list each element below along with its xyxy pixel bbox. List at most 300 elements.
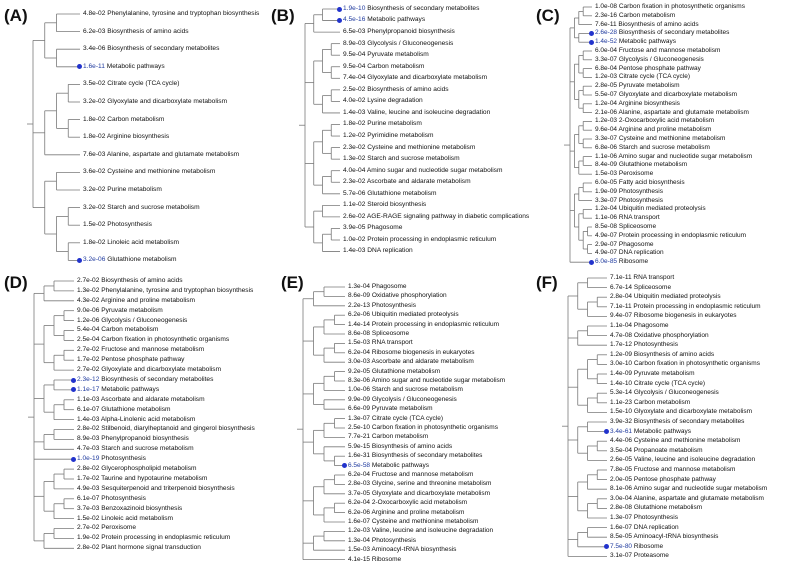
leaf-label [595,161,687,168]
leaf-label [610,351,714,358]
pathway-term: Ascorbate and aldarate metabolism [366,178,471,186]
pathway-term: Peroxisome [101,524,137,532]
p-value: 4.4e-06 [610,437,633,445]
pathway-term: Ubiquitin mediated proteolysis [371,311,459,319]
pathway-term: Ribosome [633,542,664,550]
p-value: 6.0e-05 [595,178,618,186]
leaf-label [83,133,169,140]
leaf-label [343,16,425,23]
p-value: 2.6e-05 [610,456,633,464]
leaf-label [610,504,702,511]
leaf-label [610,380,705,387]
leaf-label [595,241,654,248]
p-value: 3.7e-03 [77,504,100,512]
leaf-label [77,346,204,353]
pathway-term: Citrate cycle (TCA cycle) [107,80,180,88]
p-value: 6.1e-07 [77,405,100,413]
panel-label: (F) [536,273,558,292]
leaf-label [610,437,740,444]
leaf-label [610,399,690,406]
leaf-label [77,455,146,462]
p-value: 3.0e-03 [348,358,371,366]
pathway-term: Glyoxylate and dicarboxylate metabolism [367,74,488,82]
leaf-label [348,537,416,544]
panel-f [530,270,790,558]
leaf-label [343,178,471,185]
leaf-label [610,360,760,367]
pathway-term: Arginine biosynthesis [106,133,170,141]
leaf-label [348,321,499,328]
highlight-dot [77,258,82,263]
p-value: 2.8e-08 [610,504,633,512]
leaf-label [348,377,505,384]
leaf-label [348,443,452,450]
pathway-term: Glyoxylate and dicarboxylate metabolism [107,97,228,105]
leaf-label [77,307,163,314]
highlight-dot [589,260,594,265]
pathway-term: Phagosome [367,224,403,232]
pathway-term: Cysteine and methionine metabolism [107,168,216,176]
leaf-label [595,258,648,265]
pathway-term: Fructose and mannose metabolism [633,465,736,473]
p-value: 7.6e-03 [83,150,106,158]
leaf-label [77,445,194,452]
p-value: 6.2e-04 [348,470,371,478]
p-value: 8.9e-03 [343,39,366,47]
p-value: 1.2e-09 [610,350,633,358]
leaf-label [610,389,719,396]
p-value: 2.1e-06 [595,108,618,116]
pathway-term: 2-Oxocarboxylic acid metabolism [618,117,715,125]
panel-e [265,270,530,563]
p-value: 2.8e-02 [77,425,100,433]
leaf-label [77,495,146,502]
leaf-label [595,144,710,151]
leaf-label [595,205,706,212]
p-value: 6.2e-06 [348,508,371,516]
leaf-label [348,509,464,516]
leaf-label [348,527,493,534]
pathway-term: Glyoxylate and dicarboxylate metabolism [101,366,222,373]
leaf-label [77,376,213,383]
pathway-term: Fatty acid biosynthesis [618,178,685,186]
pathway-term: Ribosome [371,555,402,563]
pathway-term: Protein processing in endoplasmic reticulum [618,231,747,239]
p-value: 1.1e-06 [595,152,618,160]
p-value: 2.7e-02 [77,524,100,532]
p-value: 1.8e-02 [83,115,106,123]
leaf-label [610,552,669,559]
leaf-label [348,339,413,346]
p-value: 1.2e-04 [595,205,618,213]
p-value: 6.8e-06 [595,143,618,151]
pathway-term: Alanine, aspartate and glutamate metabolism [618,108,749,116]
highlight-dot [71,457,76,462]
leaf-label [595,188,663,195]
leaf-label [595,47,720,54]
leaf-label [77,406,171,413]
p-value: 1.1e-23 [610,398,633,406]
p-value: 3.5e-04 [610,446,633,454]
p-value: 1.7e-02 [77,356,100,364]
p-value: 2.6e-02 [343,212,366,220]
pathway-term: Amino sugar and nucleotide sugar metabolism [618,152,753,160]
pathway-term: 2-Oxocarboxylic acid metabolism [371,499,468,507]
p-value: 3.1e-07 [610,552,633,560]
leaf-label [348,556,401,563]
leaf-label [348,368,440,375]
p-value: 1.3e-07 [348,414,371,422]
panel-d [0,270,265,558]
pathway-term: Photosynthesis [633,341,678,349]
p-value: 1.5e-02 [77,514,100,522]
p-value: 1.8e-02 [343,120,366,128]
p-value: 1.2e-02 [343,131,366,139]
pathway-term: Metabolic pathways [101,385,160,393]
leaf-label [343,167,502,174]
leaf-label [610,418,744,425]
pathway-term: Cysteine and methionine metabolism [367,143,476,151]
leaf-label [595,126,711,133]
pathway-term: Protein processing in endoplasmic reticulum [101,534,231,542]
pathway-term: Cysteine and methionine metabolism [371,517,479,525]
p-value: 4.7e-08 [610,331,633,339]
leaf-label [77,336,229,343]
pathway-term: Alanine, aspartate and glutamate metabolism [633,494,764,502]
leaf-label [348,386,463,393]
p-value: 1.2e-03 [595,117,618,125]
leaf-label [77,317,187,324]
leaf-label [348,405,433,412]
leaf-label [348,396,457,403]
p-value: 3.6e-02 [83,168,106,176]
pathway-term: Pyruvate metabolism [101,306,163,314]
leaf-label [343,132,434,139]
leaf-label [595,135,725,142]
pathway-term: Biosynthesis of secondary metabolites [101,375,214,383]
pathway-term: Pyruvate metabolism [633,369,695,377]
pathway-term: Spliceosome [618,222,657,230]
leaf-label [77,524,136,531]
p-value: 3.0e-04 [610,494,633,502]
leaf-label [610,322,669,329]
pathway-term: Cysteine and methionine metabolism [618,134,726,142]
p-value: 1.5e-10 [610,408,633,416]
leaf-label [595,117,714,124]
highlight-dot [337,7,342,12]
p-value: 6.5e-03 [343,28,366,35]
p-value: 3.3e-07 [595,196,618,204]
leaf-label [610,456,755,463]
p-value: 2.5e-04 [77,336,100,344]
pathway-term: Amino sugar and nucleotide sugar metabolism [371,376,506,384]
pathway-term: Phenylpropanoid biosynthesis [101,435,189,443]
pathway-term: DNA replication [618,249,664,257]
p-value: 2.2e-13 [348,301,371,309]
leaf-label [595,38,676,45]
pathway-term: Photosynthesis [101,494,146,502]
p-value: 2.3e-12 [77,375,100,383]
pathway-term: Citrate cycle (TCA cycle) [633,379,706,387]
leaf-label [595,91,737,98]
p-value: 6.0e-85 [595,258,618,266]
p-value: 2.0e-05 [610,475,633,483]
pathway-term: Propanoate metabolism [633,446,703,454]
pathway-term: Valine, leucine and isoleucine degradation [371,527,494,535]
pathway-term: Metabolic pathways [367,16,426,24]
pathway-term: Metabolic pathways [633,427,691,435]
p-value: 7.8e-05 [610,465,633,473]
leaf-label [610,332,709,339]
leaf-label [610,341,678,348]
p-value: 3.3e-07 [595,134,618,142]
pathway-term: Ubiquitin mediated proteolysis [618,205,706,213]
leaf-label [343,51,429,58]
leaf-label [83,28,189,35]
pathway-term: Aminoacyl-tRNA biosynthesis [633,533,719,541]
leaf-label [610,274,674,281]
p-value: 6.8e-04 [595,64,618,72]
p-value: 8.1e-06 [610,485,633,493]
pathway-term: Phenylalanine, tyrosine and tryptophan biosynthesis [107,9,260,17]
leaf-label [77,396,205,403]
highlight-dot [589,31,594,36]
pathway-term: Pyrimidine metabolism [367,131,434,139]
leaf-label [83,116,164,123]
p-value: 2.8e-03 [348,480,371,488]
pathway-term: Protein processing in endoplasmic reticulum [633,302,761,310]
pathway-term: DNA replication [633,523,679,531]
leaf-label [610,485,767,492]
leaf-label [83,239,179,246]
leaf-label [595,223,656,230]
p-value: 8.4e-09 [595,161,618,169]
leaf-label [595,214,660,221]
leaf-label [610,466,735,473]
p-value: 7.1e-11 [610,273,632,281]
p-value: 3.2e-02 [83,185,106,193]
leaf-label [610,428,691,435]
p-value: 1.9e-10 [343,4,366,12]
leaf-label [343,63,424,70]
p-value: 1.6e-07 [610,523,633,531]
p-value: 4.9e-03 [77,484,100,492]
leaf-label [83,63,165,70]
pathway-term: Fructose and mannose metabolism [101,346,205,354]
pathway-term: Spliceosome [371,329,410,337]
leaf-label [343,247,413,254]
leaf-label [343,97,423,104]
pathway-term: Carbon metabolism [371,433,429,441]
pathway-term: Peroxisome [618,170,654,178]
pathway-term: Ascorbate and aldarate metabolism [100,395,205,403]
leaf-label [77,534,230,541]
p-value: 1.4e-03 [77,415,100,423]
p-value: 1.4e-14 [348,320,371,328]
p-value: 6.6e-09 [348,405,371,413]
pathway-term: Carbon metabolism [367,62,425,70]
p-value: 1.3e-04 [348,282,371,290]
pathway-term: Photosynthesis [371,536,416,544]
p-value: 1.3e-04 [348,536,371,544]
leaf-label [595,153,752,160]
p-value: 2.6e-28 [595,29,618,37]
leaf-label [610,543,663,550]
p-value: 1.4e-09 [610,369,633,377]
pathway-term: Glyoxylate and dicarboxylate metabolism [618,90,737,98]
pathway-term: Linoleic acid metabolism [101,514,174,522]
p-value: 1.4e-10 [610,379,633,387]
p-value: 3.9e-05 [343,224,366,232]
pathway-term: Protein processing in endoplasmic reticulum [367,235,497,243]
leaf-label [610,370,695,377]
pathway-term: Ribosome biogenesis in eukaryotes [633,312,737,320]
p-value: 2.8e-02 [77,465,100,472]
leaf-label [595,21,699,28]
leaf-label [77,277,183,284]
leaf-label [595,65,701,72]
leaf-label [77,356,184,363]
pathway-term: RNA transport [618,214,660,222]
leaf-label [595,73,690,80]
panel-label: (C) [536,6,560,25]
pathway-term: Oxidative phosphorylation [633,331,709,339]
leaf-label [77,386,159,393]
pathway-term: AGE-RAGE signaling pathway in diabetic complications [366,212,530,220]
leaf-label [348,433,428,440]
pathway-term: RNA transport [633,273,675,281]
p-value: 2.7e-02 [77,366,100,373]
pathway-term: Aminoacyl-tRNA biosynthesis [371,546,457,554]
p-value: 1.4e-03 [343,108,366,116]
highlight-dot [589,40,594,45]
pathway-term: Alanine, aspartate and glutamate metabolism [106,150,240,158]
pathway-term: Starch and sucrose metabolism [101,445,194,453]
p-value: 1.1e-06 [595,214,618,222]
p-value: 1.3e-07 [610,513,633,521]
p-value: 3.2e-02 [83,203,106,211]
leaf-label [77,485,235,492]
p-value: 6.2e-04 [348,499,371,507]
leaf-label [343,109,490,116]
p-value: 6.1e-07 [77,494,100,502]
pathway-term: Citrate cycle (TCA cycle) [371,414,444,422]
pathway-term: Biosynthesis of secondary metabolites [367,4,480,12]
leaf-label [348,452,482,459]
leaf-label [348,415,443,422]
leaf-label [595,109,749,116]
leaf-label [343,86,449,93]
pathway-term: Glutathione metabolism [367,189,437,197]
p-value: 3.5e-02 [83,80,106,88]
p-value: 2.5e-10 [348,423,371,431]
panel-a [0,0,265,270]
pathway-term: Starch and sucrose metabolism [371,386,463,394]
pathway-term: Carbon metabolism [618,11,676,19]
panel-label: (E) [281,273,304,292]
panel-label: (B) [271,6,295,25]
leaf-label [348,518,478,525]
pathway-term: Arginine and proline metabolism [371,508,465,516]
leaf-label [610,476,716,483]
pathway-term: Linoleic acid metabolism [107,238,180,246]
pathway-term: Photosynthesis [633,513,678,521]
pathway-term: Arginine and proline metabolism [618,126,712,134]
leaf-label [83,168,215,175]
p-value: 3.0e-10 [610,360,633,368]
p-value: 1.6e-11 [83,62,105,70]
p-value: 6.5e-58 [348,461,371,469]
pathway-term: Starch and sucrose metabolism [618,143,710,151]
pathway-term: Pentose phosphate pathway [101,356,185,364]
leaf-label [77,544,201,551]
leaf-label [83,45,219,52]
p-value: 9.9e-09 [348,395,371,403]
pathway-term: Citrate cycle (TCA cycle) [618,73,691,81]
pathway-term: Alpha-Linolenic acid metabolism [100,415,196,423]
pathway-term: Phenylalanine, tyrosine and tryptophan biosynthesis [101,286,254,294]
leaf-label [348,471,473,478]
pathway-term: Phagosome [618,240,654,248]
p-value: 2.7e-02 [77,276,100,284]
pathway-term: Arginine biosynthesis [618,99,680,107]
leaf-label [610,303,761,310]
leaf-label [77,287,253,294]
pathway-term: Photosynthesis [107,221,152,229]
p-value: 5.4e-04 [77,326,100,334]
leaf-label [83,221,152,228]
panel-c [530,0,790,270]
pathway-term: Valine, leucine and isoleucine degradation [367,108,491,116]
leaf-label [77,416,195,423]
leaf-label [610,495,764,502]
pathway-term: Spliceosome [633,283,672,291]
leaf-label [83,256,177,263]
p-value: 2.8e-02 [77,544,100,552]
p-value: 1.8e-02 [83,133,106,141]
pathway-term: Glyoxylate and dicarboxylate metabolism [371,489,490,497]
leaf-label [77,297,195,304]
pathway-term: Metabolic pathways [371,461,429,469]
leaf-label [343,236,496,243]
p-value: 1.9e-02 [77,534,100,542]
leaf-label [595,56,704,63]
p-value: 1.5e-03 [348,339,371,347]
p-value: 9.6e-04 [595,126,618,134]
highlight-dot [71,378,76,383]
pathway-term: Fructose and mannose metabolism [371,470,474,478]
leaf-label [343,201,426,208]
p-value: 1.1e-03 [77,395,100,403]
pathway-term: Metabolic pathways [618,38,676,46]
p-value: 1.3e-02 [77,286,100,294]
leaf-label [595,170,653,177]
pathway-term: Sesquiterpenoid and triterpenoid biosynthesis [101,484,235,492]
pathway-term: Glycerophospholipid metabolism [101,465,197,472]
pathway-term: Glycolysis / Gluconeogenesis [633,389,719,397]
leaf-label [610,408,752,415]
pathway-term: Starch and sucrose metabolism [107,203,200,211]
pathway-term: Stilbenoid, diarylheptanoid and gingerol biosynthesis [101,425,255,433]
pathway-term: Glycine, serine and threonine metabolism [371,480,492,488]
p-value: 1.6e-07 [348,517,371,525]
p-value: 8.6e-09 [348,292,371,300]
leaf-label [348,490,490,497]
panel-label: (A) [4,6,28,25]
leaf-label [77,515,173,522]
pathway-term: Ribosome [618,258,649,266]
panel-label: (D) [4,273,28,292]
